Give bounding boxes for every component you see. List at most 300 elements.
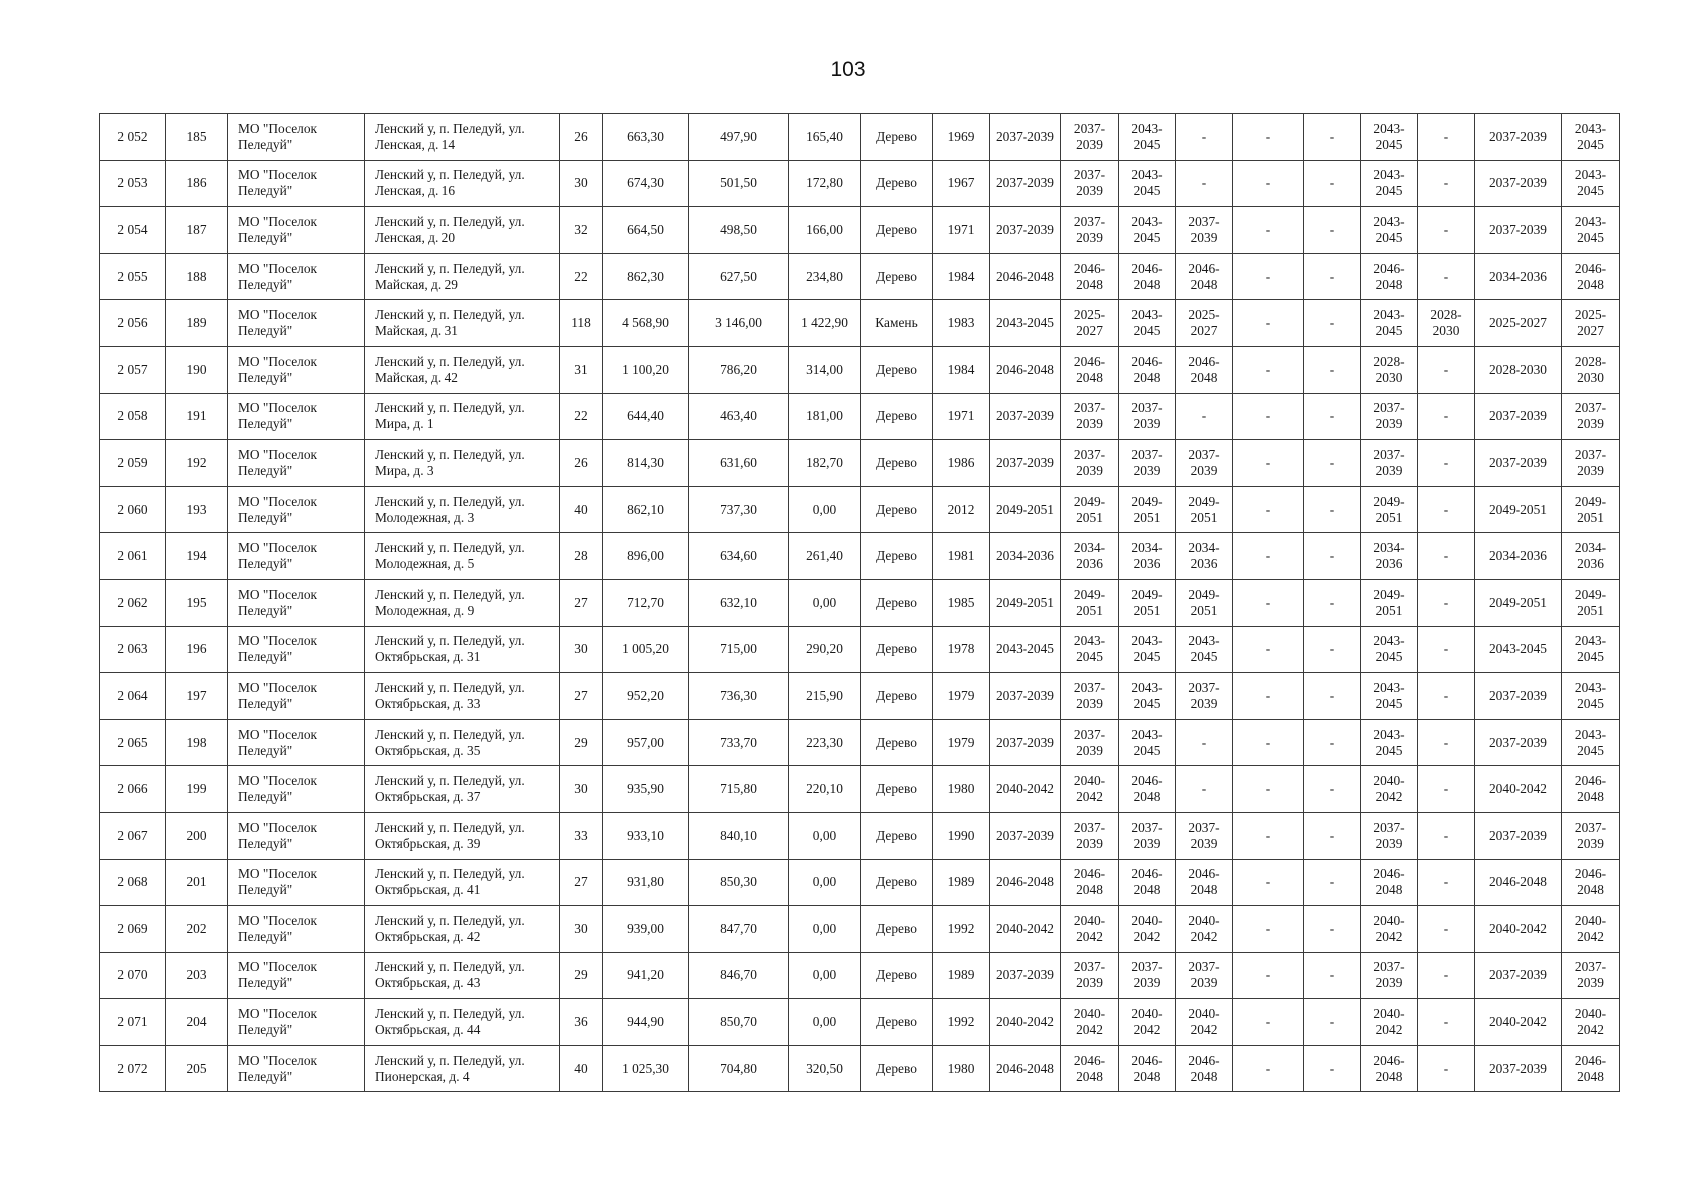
cell-elevator-repair-period: - [1233, 906, 1304, 953]
cell-wall-material: Дерево [861, 1045, 933, 1092]
cell-wall-material: Дерево [861, 766, 933, 813]
table-row [100, 579, 1620, 626]
cell-heat-supply-period: 2037-2039 [1475, 207, 1562, 254]
cell-registry-number: 2 062 [100, 579, 166, 626]
cell-municipality: МО "Поселок Пеледуй" [228, 579, 365, 626]
cell-nonresidential-area: 314,00 [789, 346, 861, 393]
cell-row-number: 185 [166, 114, 228, 161]
cell-facade-repair-period: 2049-2051 [1061, 486, 1119, 533]
table-row [100, 1045, 1620, 1092]
cell-energy-audit-period: - [1418, 952, 1475, 999]
cell-heat-supply-period: 2037-2039 [1475, 952, 1562, 999]
cell-registry-number: 2 065 [100, 719, 166, 766]
cell-total-area: 957,00 [603, 719, 689, 766]
cell-build-year: 1979 [933, 673, 990, 720]
cell-basement-repair-period: 2046-2048 [1176, 253, 1233, 300]
cell-facade-repair-period: 2037-2039 [1061, 160, 1119, 207]
cell-residential-area: 631,60 [689, 440, 789, 487]
cell-wall-material: Дерево [861, 393, 933, 440]
cell-wall-material: Дерево [861, 160, 933, 207]
cell-facade-repair-period: 2040-2042 [1061, 906, 1119, 953]
cell-engineering-systems-period: 2040-2042 [1361, 766, 1418, 813]
cell-build-year: 2012 [933, 486, 990, 533]
cell-apartments-count: 118 [560, 300, 603, 347]
cell-residential-area: 737,30 [689, 486, 789, 533]
cell-municipality: МО "Поселок Пеледуй" [228, 859, 365, 906]
cell-facade-repair-period: 2046-2048 [1061, 346, 1119, 393]
cell-nonresidential-area: 223,30 [789, 719, 861, 766]
cell-water-supply-period: 2043-2045 [1562, 207, 1620, 254]
cell-foundation-repair-period: 2046-2048 [1119, 859, 1176, 906]
cell-water-supply-period: 2040-2042 [1562, 999, 1620, 1046]
cell-engineering-systems-period: 2040-2042 [1361, 906, 1418, 953]
cell-total-area: 4 568,90 [603, 300, 689, 347]
cell-water-supply-period: 2025-2027 [1562, 300, 1620, 347]
cell-gas-repair-period: - [1304, 906, 1361, 953]
cell-elevator-repair-period: - [1233, 393, 1304, 440]
cell-apartments-count: 30 [560, 160, 603, 207]
cell-roof-repair-period: 2037-2039 [990, 719, 1061, 766]
cell-address: Ленский у, п. Пеледуй, ул. Ленская, д. 14 [365, 114, 560, 161]
cell-roof-repair-period: 2049-2051 [990, 486, 1061, 533]
cell-elevator-repair-period: - [1233, 253, 1304, 300]
cell-roof-repair-period: 2046-2048 [990, 859, 1061, 906]
cell-engineering-systems-period: 2037-2039 [1361, 952, 1418, 999]
cell-wall-material: Камень [861, 300, 933, 347]
cell-total-area: 644,40 [603, 393, 689, 440]
cell-facade-repair-period: 2046-2048 [1061, 253, 1119, 300]
cell-total-area: 664,50 [603, 207, 689, 254]
table-row [100, 999, 1620, 1046]
cell-total-area: 674,30 [603, 160, 689, 207]
cell-elevator-repair-period: - [1233, 812, 1304, 859]
cell-nonresidential-area: 166,00 [789, 207, 861, 254]
cell-basement-repair-period: - [1176, 719, 1233, 766]
cell-registry-number: 2 052 [100, 114, 166, 161]
cell-facade-repair-period: 2046-2048 [1061, 1045, 1119, 1092]
cell-residential-area: 3 146,00 [689, 300, 789, 347]
cell-registry-number: 2 069 [100, 906, 166, 953]
cell-basement-repair-period: 2049-2051 [1176, 486, 1233, 533]
cell-foundation-repair-period: 2037-2039 [1119, 812, 1176, 859]
table-row [100, 626, 1620, 673]
cell-basement-repair-period: 2040-2042 [1176, 906, 1233, 953]
table-row [100, 859, 1620, 906]
cell-water-supply-period: 2046-2048 [1562, 859, 1620, 906]
cell-municipality: МО "Поселок Пеледуй" [228, 440, 365, 487]
cell-build-year: 1984 [933, 253, 990, 300]
table-row [100, 300, 1620, 347]
cell-row-number: 190 [166, 346, 228, 393]
cell-municipality: МО "Поселок Пеледуй" [228, 207, 365, 254]
cell-basement-repair-period: 2037-2039 [1176, 207, 1233, 254]
cell-heat-supply-period: 2037-2039 [1475, 1045, 1562, 1092]
cell-row-number: 186 [166, 160, 228, 207]
cell-registry-number: 2 070 [100, 952, 166, 999]
cell-row-number: 194 [166, 533, 228, 580]
cell-roof-repair-period: 2037-2039 [990, 673, 1061, 720]
cell-energy-audit-period: - [1418, 999, 1475, 1046]
cell-nonresidential-area: 0,00 [789, 812, 861, 859]
cell-wall-material: Дерево [861, 906, 933, 953]
cell-residential-area: 501,50 [689, 160, 789, 207]
cell-foundation-repair-period: 2046-2048 [1119, 766, 1176, 813]
cell-build-year: 1985 [933, 579, 990, 626]
cell-gas-repair-period: - [1304, 440, 1361, 487]
cell-build-year: 1986 [933, 440, 990, 487]
cell-gas-repair-period: - [1304, 253, 1361, 300]
cell-build-year: 1980 [933, 1045, 990, 1092]
cell-build-year: 1984 [933, 346, 990, 393]
cell-basement-repair-period: 2046-2048 [1176, 346, 1233, 393]
cell-water-supply-period: 2043-2045 [1562, 626, 1620, 673]
cell-heat-supply-period: 2049-2051 [1475, 579, 1562, 626]
cell-elevator-repair-period: - [1233, 160, 1304, 207]
cell-address: Ленский у, п. Пеледуй, ул. Октябрьская, д. 41 [365, 859, 560, 906]
cell-build-year: 1992 [933, 906, 990, 953]
cell-engineering-systems-period: 2040-2042 [1361, 999, 1418, 1046]
cell-municipality: МО "Поселок Пеледуй" [228, 486, 365, 533]
cell-elevator-repair-period: - [1233, 440, 1304, 487]
cell-wall-material: Дерево [861, 207, 933, 254]
cell-basement-repair-period: - [1176, 160, 1233, 207]
cell-foundation-repair-period: 2034-2036 [1119, 533, 1176, 580]
cell-municipality: МО "Поселок Пеледуй" [228, 253, 365, 300]
cell-address: Ленский у, п. Пеледуй, ул. Ленская, д. 20 [365, 207, 560, 254]
cell-address: Ленский у, п. Пеледуй, ул. Пионерская, д. 4 [365, 1045, 560, 1092]
cell-row-number: 201 [166, 859, 228, 906]
cell-residential-area: 497,90 [689, 114, 789, 161]
cell-basement-repair-period: 2046-2048 [1176, 859, 1233, 906]
cell-residential-area: 704,80 [689, 1045, 789, 1092]
cell-row-number: 202 [166, 906, 228, 953]
cell-registry-number: 2 064 [100, 673, 166, 720]
cell-basement-repair-period: 2025-2027 [1176, 300, 1233, 347]
cell-energy-audit-period: - [1418, 114, 1475, 161]
cell-apartments-count: 26 [560, 440, 603, 487]
cell-heat-supply-period: 2037-2039 [1475, 673, 1562, 720]
cell-total-area: 1 100,20 [603, 346, 689, 393]
cell-roof-repair-period: 2034-2036 [990, 533, 1061, 580]
table-row [100, 346, 1620, 393]
cell-facade-repair-period: 2037-2039 [1061, 673, 1119, 720]
cell-energy-audit-period: - [1418, 906, 1475, 953]
cell-engineering-systems-period: 2043-2045 [1361, 160, 1418, 207]
cell-energy-audit-period: - [1418, 579, 1475, 626]
cell-wall-material: Дерево [861, 952, 933, 999]
cell-roof-repair-period: 2040-2042 [990, 999, 1061, 1046]
cell-energy-audit-period: - [1418, 253, 1475, 300]
cell-facade-repair-period: 2037-2039 [1061, 393, 1119, 440]
cell-roof-repair-period: 2037-2039 [990, 114, 1061, 161]
cell-engineering-systems-period: 2043-2045 [1361, 207, 1418, 254]
cell-elevator-repair-period: - [1233, 533, 1304, 580]
cell-row-number: 196 [166, 626, 228, 673]
cell-build-year: 1967 [933, 160, 990, 207]
cell-elevator-repair-period: - [1233, 346, 1304, 393]
cell-residential-area: 627,50 [689, 253, 789, 300]
cell-row-number: 191 [166, 393, 228, 440]
cell-heat-supply-period: 2040-2042 [1475, 999, 1562, 1046]
cell-apartments-count: 27 [560, 859, 603, 906]
cell-municipality: МО "Поселок Пеледуй" [228, 1045, 365, 1092]
cell-address: Ленский у, п. Пеледуй, ул. Молодежная, д. 3 [365, 486, 560, 533]
cell-energy-audit-period: - [1418, 626, 1475, 673]
cell-foundation-repair-period: 2049-2051 [1119, 579, 1176, 626]
cell-residential-area: 733,70 [689, 719, 789, 766]
cell-build-year: 1983 [933, 300, 990, 347]
cell-total-area: 944,90 [603, 999, 689, 1046]
cell-address: Ленский у, п. Пеледуй, ул. Молодежная, д. 5 [365, 533, 560, 580]
cell-nonresidential-area: 172,80 [789, 160, 861, 207]
cell-basement-repair-period: 2037-2039 [1176, 812, 1233, 859]
cell-facade-repair-period: 2040-2042 [1061, 999, 1119, 1046]
cell-gas-repair-period: - [1304, 1045, 1361, 1092]
cell-apartments-count: 29 [560, 719, 603, 766]
cell-roof-repair-period: 2043-2045 [990, 300, 1061, 347]
cell-registry-number: 2 054 [100, 207, 166, 254]
cell-apartments-count: 27 [560, 673, 603, 720]
cell-nonresidential-area: 234,80 [789, 253, 861, 300]
housing-registry-table [99, 113, 1620, 1092]
cell-residential-area: 840,10 [689, 812, 789, 859]
cell-address: Ленский у, п. Пеледуй, ул. Октябрьская, д. 43 [365, 952, 560, 999]
page-number: 103 [830, 58, 866, 81]
cell-address: Ленский у, п. Пеледуй, ул. Октябрьская, д. 33 [365, 673, 560, 720]
cell-facade-repair-period: 2037-2039 [1061, 114, 1119, 161]
cell-gas-repair-period: - [1304, 719, 1361, 766]
cell-address: Ленский у, п. Пеледуй, ул. Октябрьская, д. 35 [365, 719, 560, 766]
cell-engineering-systems-period: 2049-2051 [1361, 486, 1418, 533]
cell-engineering-systems-period: 2046-2048 [1361, 1045, 1418, 1092]
cell-address: Ленский у, п. Пеледуй, ул. Ленская, д. 16 [365, 160, 560, 207]
cell-engineering-systems-period: 2037-2039 [1361, 812, 1418, 859]
cell-engineering-systems-period: 2034-2036 [1361, 533, 1418, 580]
table-row [100, 440, 1620, 487]
cell-water-supply-period: 2046-2048 [1562, 766, 1620, 813]
cell-registry-number: 2 061 [100, 533, 166, 580]
cell-registry-number: 2 071 [100, 999, 166, 1046]
cell-elevator-repair-period: - [1233, 719, 1304, 766]
cell-roof-repair-period: 2037-2039 [990, 440, 1061, 487]
cell-registry-number: 2 053 [100, 160, 166, 207]
cell-nonresidential-area: 220,10 [789, 766, 861, 813]
table-row [100, 952, 1620, 999]
cell-engineering-systems-period: 2037-2039 [1361, 393, 1418, 440]
cell-roof-repair-period: 2040-2042 [990, 906, 1061, 953]
cell-row-number: 198 [166, 719, 228, 766]
cell-elevator-repair-period: - [1233, 1045, 1304, 1092]
cell-registry-number: 2 072 [100, 1045, 166, 1092]
cell-municipality: МО "Поселок Пеледуй" [228, 906, 365, 953]
cell-municipality: МО "Поселок Пеледуй" [228, 626, 365, 673]
table-row [100, 673, 1620, 720]
cell-foundation-repair-period: 2043-2045 [1119, 626, 1176, 673]
cell-roof-repair-period: 2037-2039 [990, 393, 1061, 440]
cell-gas-repair-period: - [1304, 533, 1361, 580]
cell-apartments-count: 26 [560, 114, 603, 161]
cell-roof-repair-period: 2037-2039 [990, 160, 1061, 207]
cell-foundation-repair-period: 2040-2042 [1119, 906, 1176, 953]
cell-wall-material: Дерево [861, 486, 933, 533]
table-row [100, 719, 1620, 766]
cell-municipality: МО "Поселок Пеледуй" [228, 300, 365, 347]
cell-heat-supply-period: 2037-2039 [1475, 719, 1562, 766]
cell-facade-repair-period: 2037-2039 [1061, 719, 1119, 766]
cell-address: Ленский у, п. Пеледуй, ул. Мира, д. 1 [365, 393, 560, 440]
cell-residential-area: 715,00 [689, 626, 789, 673]
cell-elevator-repair-period: - [1233, 766, 1304, 813]
cell-heat-supply-period: 2034-2036 [1475, 253, 1562, 300]
cell-total-area: 939,00 [603, 906, 689, 953]
cell-nonresidential-area: 215,90 [789, 673, 861, 720]
cell-row-number: 203 [166, 952, 228, 999]
table-row [100, 533, 1620, 580]
cell-address: Ленский у, п. Пеледуй, ул. Мира, д. 3 [365, 440, 560, 487]
cell-foundation-repair-period: 2043-2045 [1119, 114, 1176, 161]
cell-energy-audit-period: - [1418, 766, 1475, 813]
cell-apartments-count: 22 [560, 393, 603, 440]
table-row [100, 812, 1620, 859]
cell-facade-repair-period: 2040-2042 [1061, 766, 1119, 813]
cell-heat-supply-period: 2037-2039 [1475, 160, 1562, 207]
cell-registry-number: 2 063 [100, 626, 166, 673]
cell-gas-repair-period: - [1304, 812, 1361, 859]
cell-row-number: 195 [166, 579, 228, 626]
cell-apartments-count: 30 [560, 766, 603, 813]
cell-water-supply-period: 2046-2048 [1562, 253, 1620, 300]
cell-elevator-repair-period: - [1233, 300, 1304, 347]
cell-apartments-count: 27 [560, 579, 603, 626]
cell-wall-material: Дерево [861, 533, 933, 580]
cell-total-area: 1 005,20 [603, 626, 689, 673]
cell-total-area: 862,10 [603, 486, 689, 533]
cell-apartments-count: 40 [560, 1045, 603, 1092]
cell-gas-repair-period: - [1304, 346, 1361, 393]
cell-engineering-systems-period: 2046-2048 [1361, 253, 1418, 300]
cell-elevator-repair-period: - [1233, 626, 1304, 673]
cell-nonresidential-area: 0,00 [789, 486, 861, 533]
cell-engineering-systems-period: 2028-2030 [1361, 346, 1418, 393]
cell-apartments-count: 36 [560, 999, 603, 1046]
cell-address: Ленский у, п. Пеледуй, ул. Майская, д. 29 [365, 253, 560, 300]
cell-roof-repair-period: 2043-2045 [990, 626, 1061, 673]
cell-wall-material: Дерево [861, 253, 933, 300]
cell-total-area: 941,20 [603, 952, 689, 999]
cell-total-area: 712,70 [603, 579, 689, 626]
cell-residential-area: 786,20 [689, 346, 789, 393]
cell-water-supply-period: 2046-2048 [1562, 1045, 1620, 1092]
cell-registry-number: 2 056 [100, 300, 166, 347]
cell-energy-audit-period: - [1418, 393, 1475, 440]
cell-engineering-systems-period: 2043-2045 [1361, 626, 1418, 673]
cell-registry-number: 2 057 [100, 346, 166, 393]
cell-total-area: 862,30 [603, 253, 689, 300]
cell-address: Ленский у, п. Пеледуй, ул. Октябрьская, д. 44 [365, 999, 560, 1046]
cell-heat-supply-period: 2025-2027 [1475, 300, 1562, 347]
cell-row-number: 204 [166, 999, 228, 1046]
cell-gas-repair-period: - [1304, 766, 1361, 813]
cell-basement-repair-period: 2034-2036 [1176, 533, 1233, 580]
cell-total-area: 931,80 [603, 859, 689, 906]
cell-basement-repair-period: 2037-2039 [1176, 952, 1233, 999]
cell-address: Ленский у, п. Пеледуй, ул. Майская, д. 31 [365, 300, 560, 347]
cell-total-area: 814,30 [603, 440, 689, 487]
cell-water-supply-period: 2037-2039 [1562, 393, 1620, 440]
cell-apartments-count: 31 [560, 346, 603, 393]
cell-municipality: МО "Поселок Пеледуй" [228, 346, 365, 393]
cell-gas-repair-period: - [1304, 999, 1361, 1046]
cell-residential-area: 847,70 [689, 906, 789, 953]
cell-total-area: 935,90 [603, 766, 689, 813]
cell-apartments-count: 32 [560, 207, 603, 254]
cell-basement-repair-period: 2037-2039 [1176, 673, 1233, 720]
cell-row-number: 199 [166, 766, 228, 813]
cell-facade-repair-period: 2034-2036 [1061, 533, 1119, 580]
cell-water-supply-period: 2043-2045 [1562, 719, 1620, 766]
cell-energy-audit-period: - [1418, 160, 1475, 207]
cell-facade-repair-period: 2046-2048 [1061, 859, 1119, 906]
cell-basement-repair-period: 2049-2051 [1176, 579, 1233, 626]
cell-gas-repair-period: - [1304, 160, 1361, 207]
cell-engineering-systems-period: 2046-2048 [1361, 859, 1418, 906]
cell-municipality: МО "Поселок Пеледуй" [228, 393, 365, 440]
cell-row-number: 192 [166, 440, 228, 487]
cell-build-year: 1979 [933, 719, 990, 766]
cell-energy-audit-period: - [1418, 440, 1475, 487]
cell-foundation-repair-period: 2037-2039 [1119, 440, 1176, 487]
cell-nonresidential-area: 181,00 [789, 393, 861, 440]
cell-water-supply-period: 2034-2036 [1562, 533, 1620, 580]
cell-foundation-repair-period: 2046-2048 [1119, 253, 1176, 300]
cell-basement-repair-period: 2043-2045 [1176, 626, 1233, 673]
cell-heat-supply-period: 2049-2051 [1475, 486, 1562, 533]
cell-municipality: МО "Поселок Пеледуй" [228, 673, 365, 720]
cell-residential-area: 736,30 [689, 673, 789, 720]
cell-row-number: 200 [166, 812, 228, 859]
cell-build-year: 1981 [933, 533, 990, 580]
cell-residential-area: 634,60 [689, 533, 789, 580]
cell-roof-repair-period: 2049-2051 [990, 579, 1061, 626]
cell-nonresidential-area: 290,20 [789, 626, 861, 673]
cell-residential-area: 463,40 [689, 393, 789, 440]
cell-wall-material: Дерево [861, 579, 933, 626]
cell-heat-supply-period: 2040-2042 [1475, 906, 1562, 953]
cell-facade-repair-period: 2025-2027 [1061, 300, 1119, 347]
cell-build-year: 1992 [933, 999, 990, 1046]
cell-municipality: МО "Поселок Пеледуй" [228, 114, 365, 161]
cell-municipality: МО "Поселок Пеледуй" [228, 160, 365, 207]
cell-foundation-repair-period: 2049-2051 [1119, 486, 1176, 533]
cell-total-area: 896,00 [603, 533, 689, 580]
cell-heat-supply-period: 2037-2039 [1475, 812, 1562, 859]
cell-nonresidential-area: 0,00 [789, 859, 861, 906]
cell-foundation-repair-period: 2043-2045 [1119, 719, 1176, 766]
cell-total-area: 933,10 [603, 812, 689, 859]
cell-gas-repair-period: - [1304, 952, 1361, 999]
cell-municipality: МО "Поселок Пеледуй" [228, 533, 365, 580]
cell-energy-audit-period: 2028-2030 [1418, 300, 1475, 347]
cell-foundation-repair-period: 2043-2045 [1119, 673, 1176, 720]
cell-facade-repair-period: 2037-2039 [1061, 812, 1119, 859]
cell-heat-supply-period: 2037-2039 [1475, 393, 1562, 440]
cell-wall-material: Дерево [861, 626, 933, 673]
cell-foundation-repair-period: 2043-2045 [1119, 160, 1176, 207]
cell-foundation-repair-period: 2043-2045 [1119, 207, 1176, 254]
cell-heat-supply-period: 2037-2039 [1475, 440, 1562, 487]
cell-nonresidential-area: 0,00 [789, 579, 861, 626]
cell-heat-supply-period: 2037-2039 [1475, 114, 1562, 161]
